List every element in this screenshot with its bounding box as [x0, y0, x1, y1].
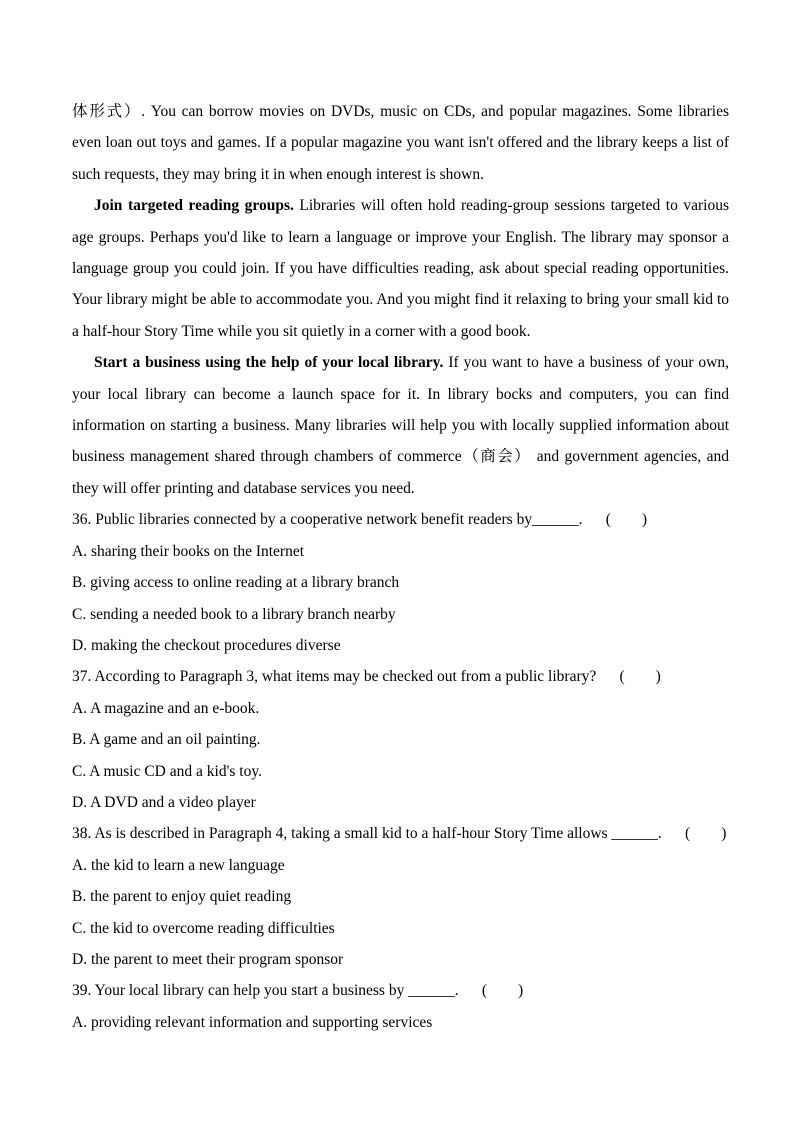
question-stem: 39. Your local library can help you start a business by ______. ( ): [72, 982, 524, 1000]
paragraph-lead: Start a business using the help of your local library.: [94, 354, 444, 372]
question-option-a: A. sharing their books on the Internet: [72, 542, 305, 560]
question-option-d: D. A DVD and a video player: [72, 793, 256, 811]
document-content: [72, 96, 729, 1038]
question-stem: 38. As is described in Paragraph 4, taking a small kid to a half-hour Story Time allows ______. ( ): [72, 825, 727, 843]
question-36: [72, 504, 729, 661]
paragraph-text: 体形式）. You can borrow movies on DVDs, music on CDs, and popular magazines. Some libraries even loan out toys and games. If a popular magazine you want isn't offered and the library keeps a list of such requests, they may bring it in when enough interest is shown.: [72, 103, 729, 183]
question-option-b: B. A game and an oil painting.: [72, 731, 261, 749]
question-39: [72, 975, 729, 1038]
question-option-a: A. providing relevant information and supporting services: [72, 1013, 433, 1031]
question-37: [72, 661, 729, 818]
question-option-a: A. A magazine and an e-book.: [72, 699, 260, 717]
question-stem: 36. Public libraries connected by a cooperative network benefit readers by______. ( ): [72, 511, 648, 529]
passage-paragraph-2: [72, 190, 729, 347]
question-option-c: C. A music CD and a kid's toy.: [72, 762, 262, 780]
question-option-d: D. the parent to meet their program sponsor: [72, 950, 344, 968]
passage-paragraph-1: [72, 96, 729, 190]
passage-paragraph-3: [72, 347, 729, 504]
question-option-b: B. the parent to enjoy quiet reading: [72, 888, 292, 906]
question-option-b: B. giving access to online reading at a library branch: [72, 574, 400, 592]
question-option-c: C. sending a needed book to a library branch nearby: [72, 605, 396, 623]
question-option-c: C. the kid to overcome reading difficulties: [72, 919, 335, 937]
question-option-a: A. the kid to learn a new language: [72, 856, 285, 874]
paragraph-lead: Join targeted reading groups.: [94, 197, 294, 215]
question-option-d: D. making the checkout procedures diverse: [72, 636, 341, 654]
paragraph-text: If you want to have a business of your own, your local library can become a launch space for it. In library bocks and computers, you can find information on starting a business. Many libraries will help you with locally supplied information about business management shared through chambers of commerce（商会） and government agencies, and they will offer printing and database services you need.: [72, 354, 729, 497]
paragraph-text: Libraries will often hold reading-group sessions targeted to various age groups. Perhaps you'd like to learn a language or improve your English. The library may sponsor a language group you could join. If you have difficulties reading, ask about special reading opportunities. Your library might be able to accommodate you. And you might find it relaxing to bring your small kid to a half-hour Story Time while you sit quietly in a corner with a good book.: [72, 197, 729, 340]
question-38: [72, 818, 729, 975]
question-stem: 37. According to Paragraph 3, what items may be checked out from a public library? ( ): [72, 668, 661, 686]
